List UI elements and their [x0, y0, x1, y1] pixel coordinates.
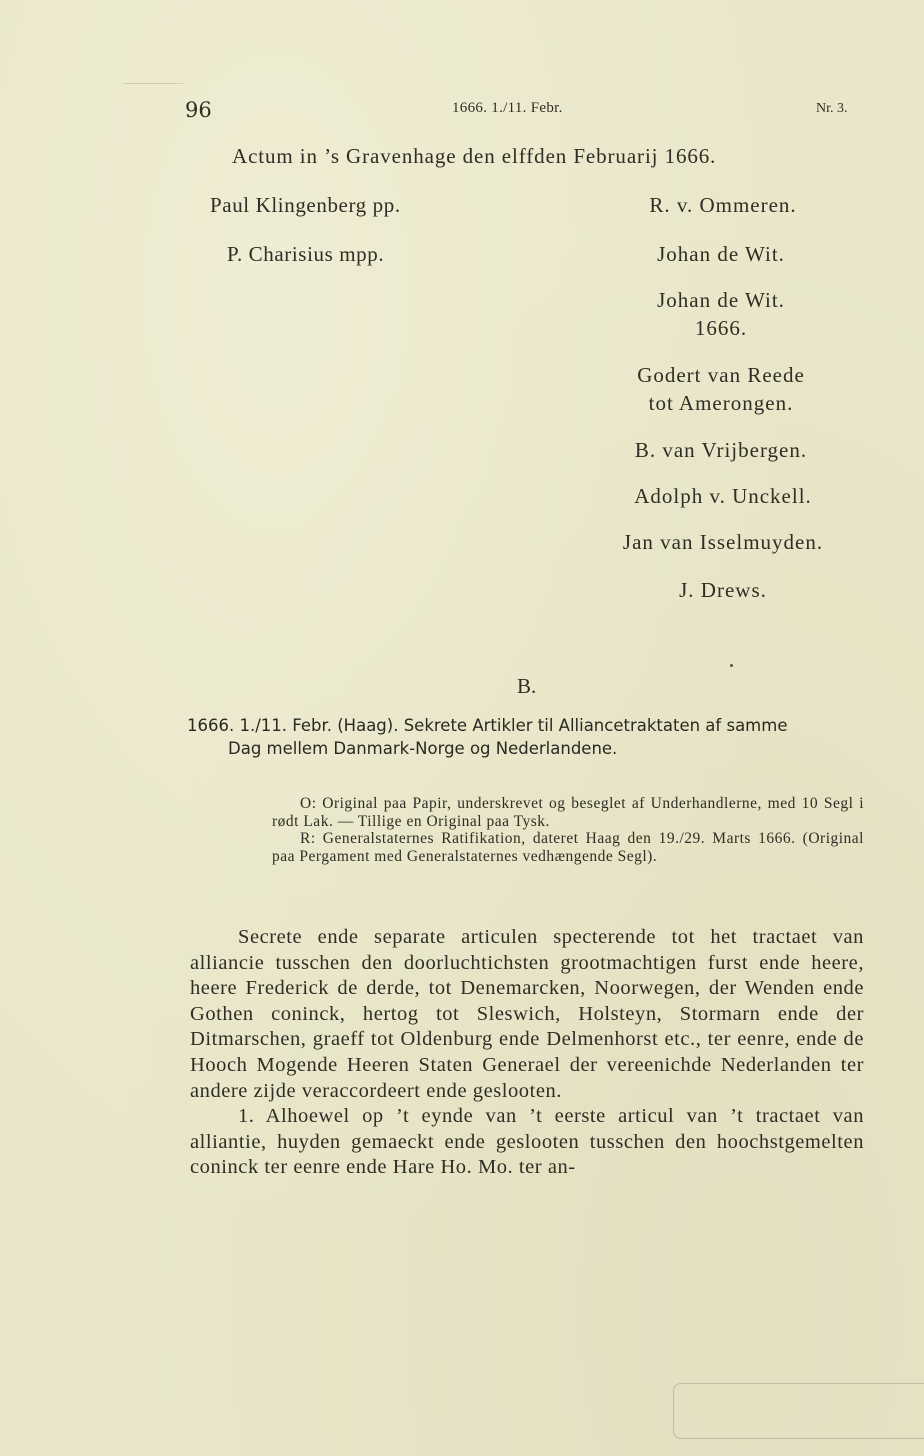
running-title: 1666. 1./11. Febr. [452, 100, 563, 116]
signatory-right: Johan de Wit. [657, 288, 785, 312]
actum-line: Actum in ’s Gravenhage den elffden Februarij 1666. [232, 144, 717, 168]
signatory-right: Jan van Isselmuyden. [622, 530, 824, 554]
signatory-right: Godert van Reede [637, 363, 805, 387]
source-note-original: O: Original paa Papir, underskrevet og beseglet af Underhandlerne, med 10 Segl i rødt Lak. — Tillige en Original paa Tysk. [272, 795, 864, 830]
signatory-left: P. Charisius mpp. [227, 242, 385, 266]
signatory-right: Johan de Wit. [657, 242, 785, 266]
treaty-text [190, 925, 864, 1181]
signatory-left: Paul Klingenberg pp. [210, 193, 401, 217]
signatory-right-group [576, 286, 866, 342]
document-number: Nr. 3. [816, 101, 848, 116]
speck-mark [730, 664, 733, 667]
signatory-right: J. Drews. [679, 578, 767, 602]
signatory-right: Adolph v. Unckell. [634, 484, 812, 508]
paragraph-preamble: Secrete ende separate articulen specterende tot het tractaet van alliancie tusschen den doorluchtichsten grootmachtigen furst ende heere, heere Frederick de derde, tot Denemarcken, Noorwegen, der Wenden ende Gothen coninck, hertog tot Sleswich, Holsteyn, Stormarn ende der Ditmarschen, graeff tot Oldenburg ende Delmenhorst etc., ter eenre, ende de Hooch Mogende Heeren Staten Generael der vereenichde Nederlanden ter andere zijde veraccordeert ende geslooten. [190, 926, 864, 1102]
signatory-right: B. van Vrijbergen. [634, 438, 808, 462]
signature-year: 1666. [694, 316, 748, 340]
source-note-ratification: R: Generalstaternes Ratifikation, dateret Haag den 19./29. Marts 1666. (Original paa Pergament med Generalstaternes vedhængende Segl). [272, 830, 864, 865]
embossed-stamp-outline [673, 1383, 924, 1439]
source-notes [272, 795, 864, 865]
page-number: 96 [185, 98, 212, 122]
paragraph-article-1: 1. Alhoewel op ’t eynde van ’t eerste articul van ’t tractaet van alliantie, huyden gemaeckt ende geslooten tusschen den hoochstgemelten coninck ter eenre ende Hare Ho. Mo. ter an- [190, 1105, 864, 1179]
signatory-right: R. v. Ommeren. [649, 193, 797, 217]
signatory-right-continuation: tot Amerongen. [648, 391, 794, 415]
section-letter: B. [517, 674, 537, 698]
document-heading [187, 714, 867, 760]
document-heading-line-2: Dag mellem Danmark-Norge og Nederlandene. [228, 739, 618, 758]
document-heading-line-1: 1666. 1./11. Febr. (Haag). Sekrete Artikler til Alliancetraktaten af samme [187, 716, 788, 735]
signatory-right-group [576, 361, 866, 417]
paper-mark [123, 83, 183, 84]
